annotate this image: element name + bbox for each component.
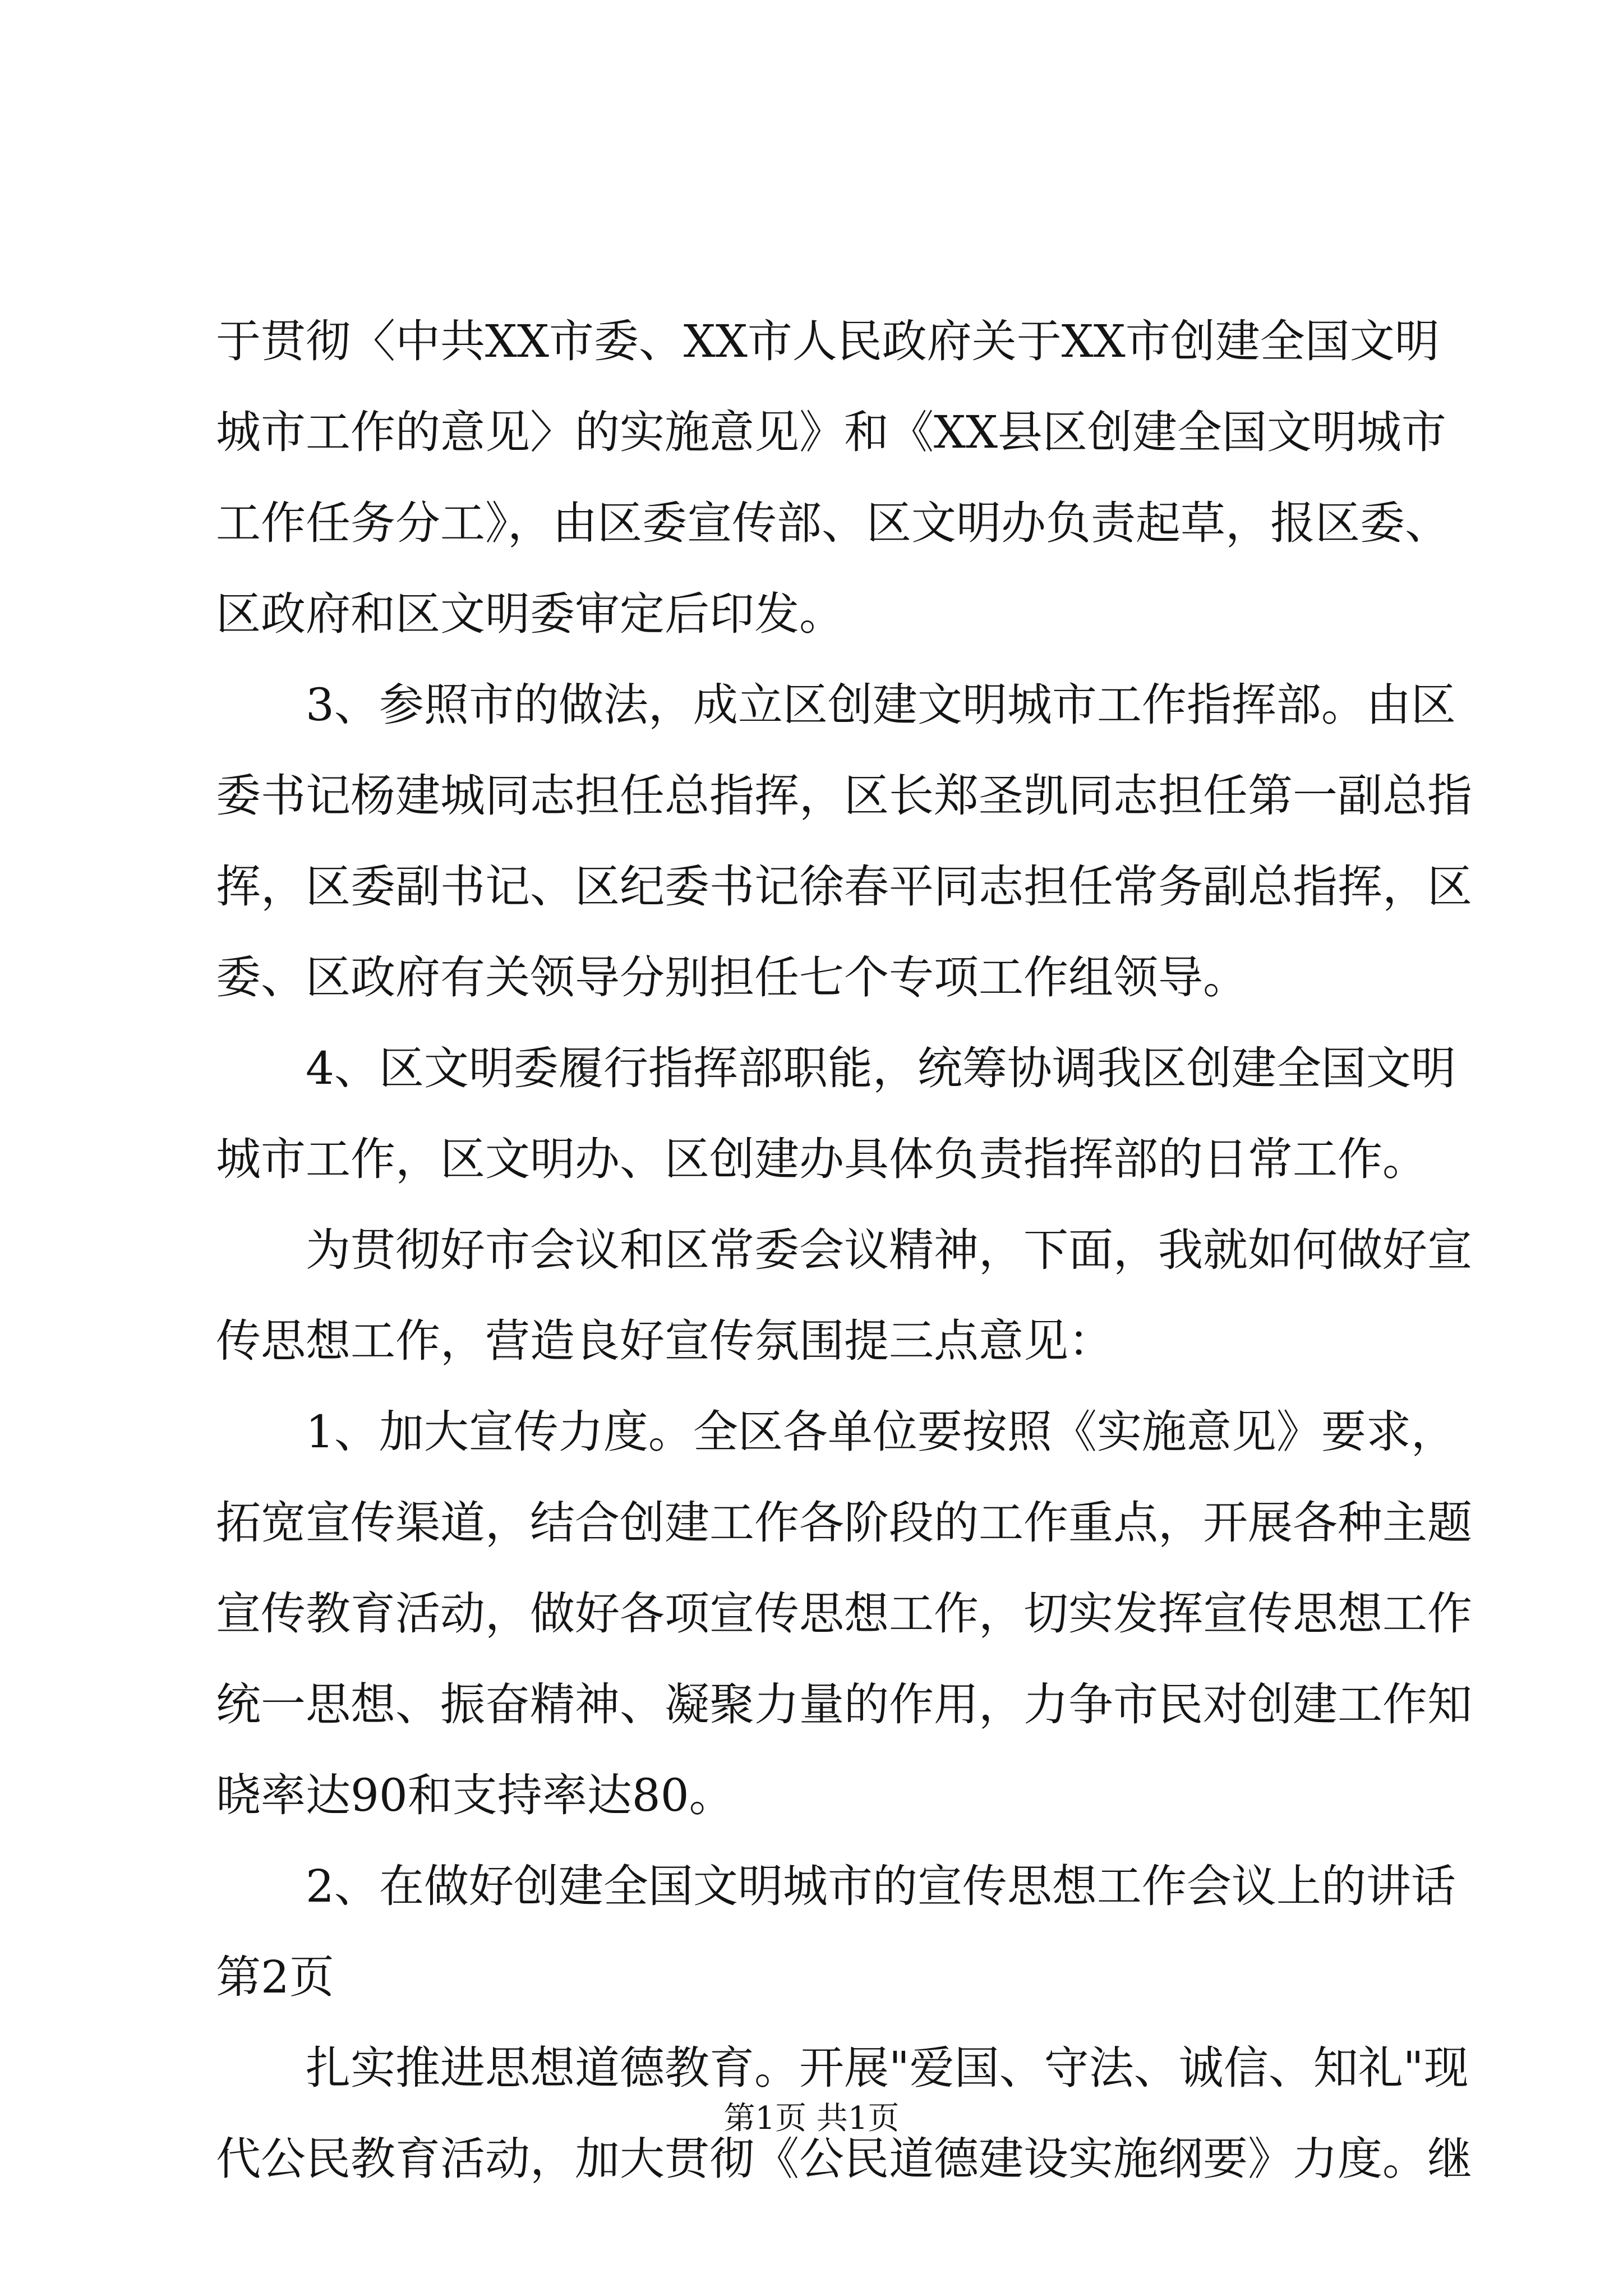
- paragraph-5: [216, 1387, 1472, 1841]
- document-body: [216, 296, 1472, 2205]
- paragraph-line: 城市工作，区文明办、区创建办具体负责指挥部的日常工作。: [216, 1133, 1427, 1185]
- paragraph-3: [216, 1023, 1456, 1205]
- paragraph-line: 宣传教育活动，做好各项宣传思想工作，切实发挥宣传思想工作: [216, 1588, 1472, 1640]
- paragraph-line: 挥，区委副书记、区纪委书记徐春平同志担任常务副总指挥，区: [216, 861, 1472, 913]
- paragraph-line: 第2页: [216, 1951, 334, 2003]
- paragraph-1: [216, 296, 1450, 660]
- paragraph-line: 晓率达90和支持率达80。: [216, 1769, 734, 1821]
- paragraph-4: [216, 1205, 1472, 1387]
- paragraph-6: [216, 1841, 1456, 2023]
- paragraph-line: 拓宽宣传渠道，结合创建工作各阶段的工作重点，开展各种主题: [216, 1497, 1472, 1549]
- paragraph-2: [216, 660, 1472, 1023]
- paragraph-line: 工作任务分工》，由区委宣传部、区文明办负责起草，报区委、: [216, 497, 1450, 549]
- paragraph-line: 传思想工作，营造良好宣传氛围提三点意见：: [216, 1315, 1113, 1367]
- paragraph-line: 3、参照市的做法，成立区创建文明城市工作指挥部。由区: [306, 679, 1456, 731]
- paragraph-line: 代公民教育活动，加大贯彻《公民道德建设实施纲要》力度。继: [216, 2133, 1472, 2185]
- paragraph-line: 于贯彻〈中共XX市委、XX市人民政府关于XX市创建全国文明: [216, 315, 1440, 367]
- paragraph-line: 1、加大宣传力度。全区各单位要按照《实施意见》要求，: [306, 1406, 1456, 1458]
- paragraph-line: 委书记杨建城同志担任总指挥，区长郑圣凯同志担任第一副总指: [216, 770, 1472, 822]
- paragraph-line: 区政府和区文明委审定后印发。: [216, 588, 844, 640]
- paragraph-line: 4、区文明委履行指挥部职能，统筹协调我区创建全国文明: [306, 1042, 1456, 1094]
- paragraph-line: 委、区政府有关领导分别担任七个专项工作组领导。: [216, 951, 1248, 1004]
- paragraph-line: 2、在做好创建全国文明城市的宣传思想工作会议上的讲话: [306, 1860, 1456, 1912]
- paragraph-line: 为贯彻好市会议和区常委会议精神，下面，我就如何做好宣: [306, 1224, 1472, 1276]
- paragraph-line: 扎实推进思想道德教育。开展"爱国、守法、诚信、知礼"现: [306, 2042, 1469, 2094]
- page-footer: 第1页 共1页: [723, 2100, 900, 2137]
- paragraph-line: 统一思想、振奋精神、凝聚力量的作用，力争市民对创建工作知: [216, 1678, 1472, 1731]
- paragraph-line: 城市工作的意见〉的实施意见》和《XX县区创建全国文明城市: [216, 406, 1446, 458]
